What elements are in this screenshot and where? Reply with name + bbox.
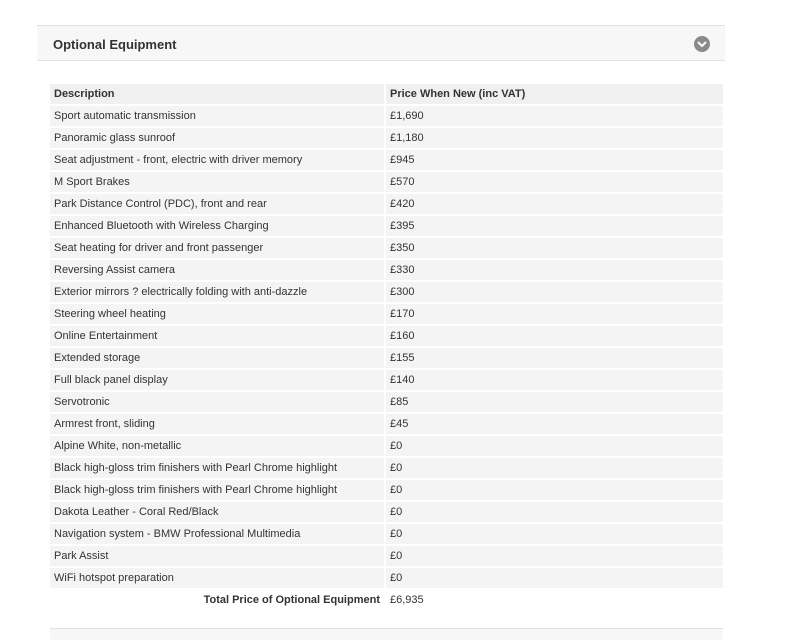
equipment-description: Full black panel display — [50, 370, 386, 390]
equipment-description: Enhanced Bluetooth with Wireless Charging — [50, 216, 386, 236]
equipment-price: £45 — [386, 414, 723, 434]
equipment-description: Alpine White, non-metallic — [50, 436, 386, 456]
equipment-price: £160 — [386, 326, 723, 346]
column-header-price: Price When New (inc VAT) — [386, 84, 723, 104]
equipment-description: Sport automatic transmission — [50, 106, 386, 126]
equipment-price: £85 — [386, 392, 723, 412]
table-row — [50, 106, 723, 126]
equipment-table — [50, 82, 723, 612]
equipment-description: Navigation system - BMW Professional Multimedia — [50, 524, 386, 544]
equipment-price: £395 — [386, 216, 723, 236]
table-row — [50, 128, 723, 148]
equipment-description: Dakota Leather - Coral Red/Black — [50, 502, 386, 522]
table-row — [50, 524, 723, 544]
table-row — [50, 546, 723, 566]
equipment-price: £0 — [386, 502, 723, 522]
table-row — [50, 172, 723, 192]
table-row — [50, 458, 723, 478]
equipment-price: £140 — [386, 370, 723, 390]
equipment-description: Reversing Assist camera — [50, 260, 386, 280]
equipment-description: Exterior mirrors ? electrically folding with anti-dazzle — [50, 282, 386, 302]
table-row — [50, 260, 723, 280]
table-row — [50, 568, 723, 588]
equipment-price: £570 — [386, 172, 723, 192]
equipment-description: Extended storage — [50, 348, 386, 368]
equipment-description: Black high-gloss trim finishers with Pearl Chrome highlight — [50, 458, 386, 478]
equipment-description: Servotronic — [50, 392, 386, 412]
equipment-price: £420 — [386, 194, 723, 214]
equipment-description: Panoramic glass sunroof — [50, 128, 386, 148]
equipment-price: £0 — [386, 568, 723, 588]
equipment-price: £0 — [386, 480, 723, 500]
table-row — [50, 348, 723, 368]
equipment-price: £300 — [386, 282, 723, 302]
equipment-description: Park Assist — [50, 546, 386, 566]
total-value: £6,935 — [386, 590, 723, 610]
table-row — [50, 238, 723, 258]
equipment-description: WiFi hotspot preparation — [50, 568, 386, 588]
equipment-price: £155 — [386, 348, 723, 368]
equipment-description: Online Entertainment — [50, 326, 386, 346]
chevron-down-icon[interactable] — [694, 36, 710, 52]
table-row — [50, 282, 723, 302]
equipment-description: M Sport Brakes — [50, 172, 386, 192]
equipment-price: £0 — [386, 436, 723, 456]
equipment-price: £1,690 — [386, 106, 723, 126]
table-row — [50, 326, 723, 346]
panel-title: Optional Equipment — [53, 37, 177, 52]
equipment-price: £1,180 — [386, 128, 723, 148]
equipment-price: £0 — [386, 546, 723, 566]
optional-equipment-panel-header[interactable] — [37, 25, 725, 61]
equipment-price: £330 — [386, 260, 723, 280]
table-row — [50, 392, 723, 412]
equipment-price: £350 — [386, 238, 723, 258]
equipment-description: Steering wheel heating — [50, 304, 386, 324]
equipment-description: Black high-gloss trim finishers with Pearl Chrome highlight — [50, 480, 386, 500]
equipment-description: Seat heating for driver and front passenger — [50, 238, 386, 258]
equipment-price: £0 — [386, 458, 723, 478]
equipment-price: £0 — [386, 524, 723, 544]
next-panel-header[interactable] — [50, 628, 723, 640]
column-header-description: Description — [50, 84, 386, 104]
total-row — [50, 590, 723, 610]
table-row — [50, 194, 723, 214]
table-row — [50, 436, 723, 456]
table-row — [50, 502, 723, 522]
equipment-description: Armrest front, sliding — [50, 414, 386, 434]
equipment-price: £945 — [386, 150, 723, 170]
table-row — [50, 304, 723, 324]
equipment-price: £170 — [386, 304, 723, 324]
equipment-description: Seat adjustment - front, electric with driver memory — [50, 150, 386, 170]
table-row — [50, 216, 723, 236]
table-row — [50, 480, 723, 500]
table-row — [50, 150, 723, 170]
table-row — [50, 414, 723, 434]
table-row — [50, 370, 723, 390]
table-header-row — [50, 84, 723, 104]
total-label: Total Price of Optional Equipment — [50, 590, 386, 610]
equipment-description: Park Distance Control (PDC), front and rear — [50, 194, 386, 214]
equipment-table-body — [50, 106, 723, 610]
